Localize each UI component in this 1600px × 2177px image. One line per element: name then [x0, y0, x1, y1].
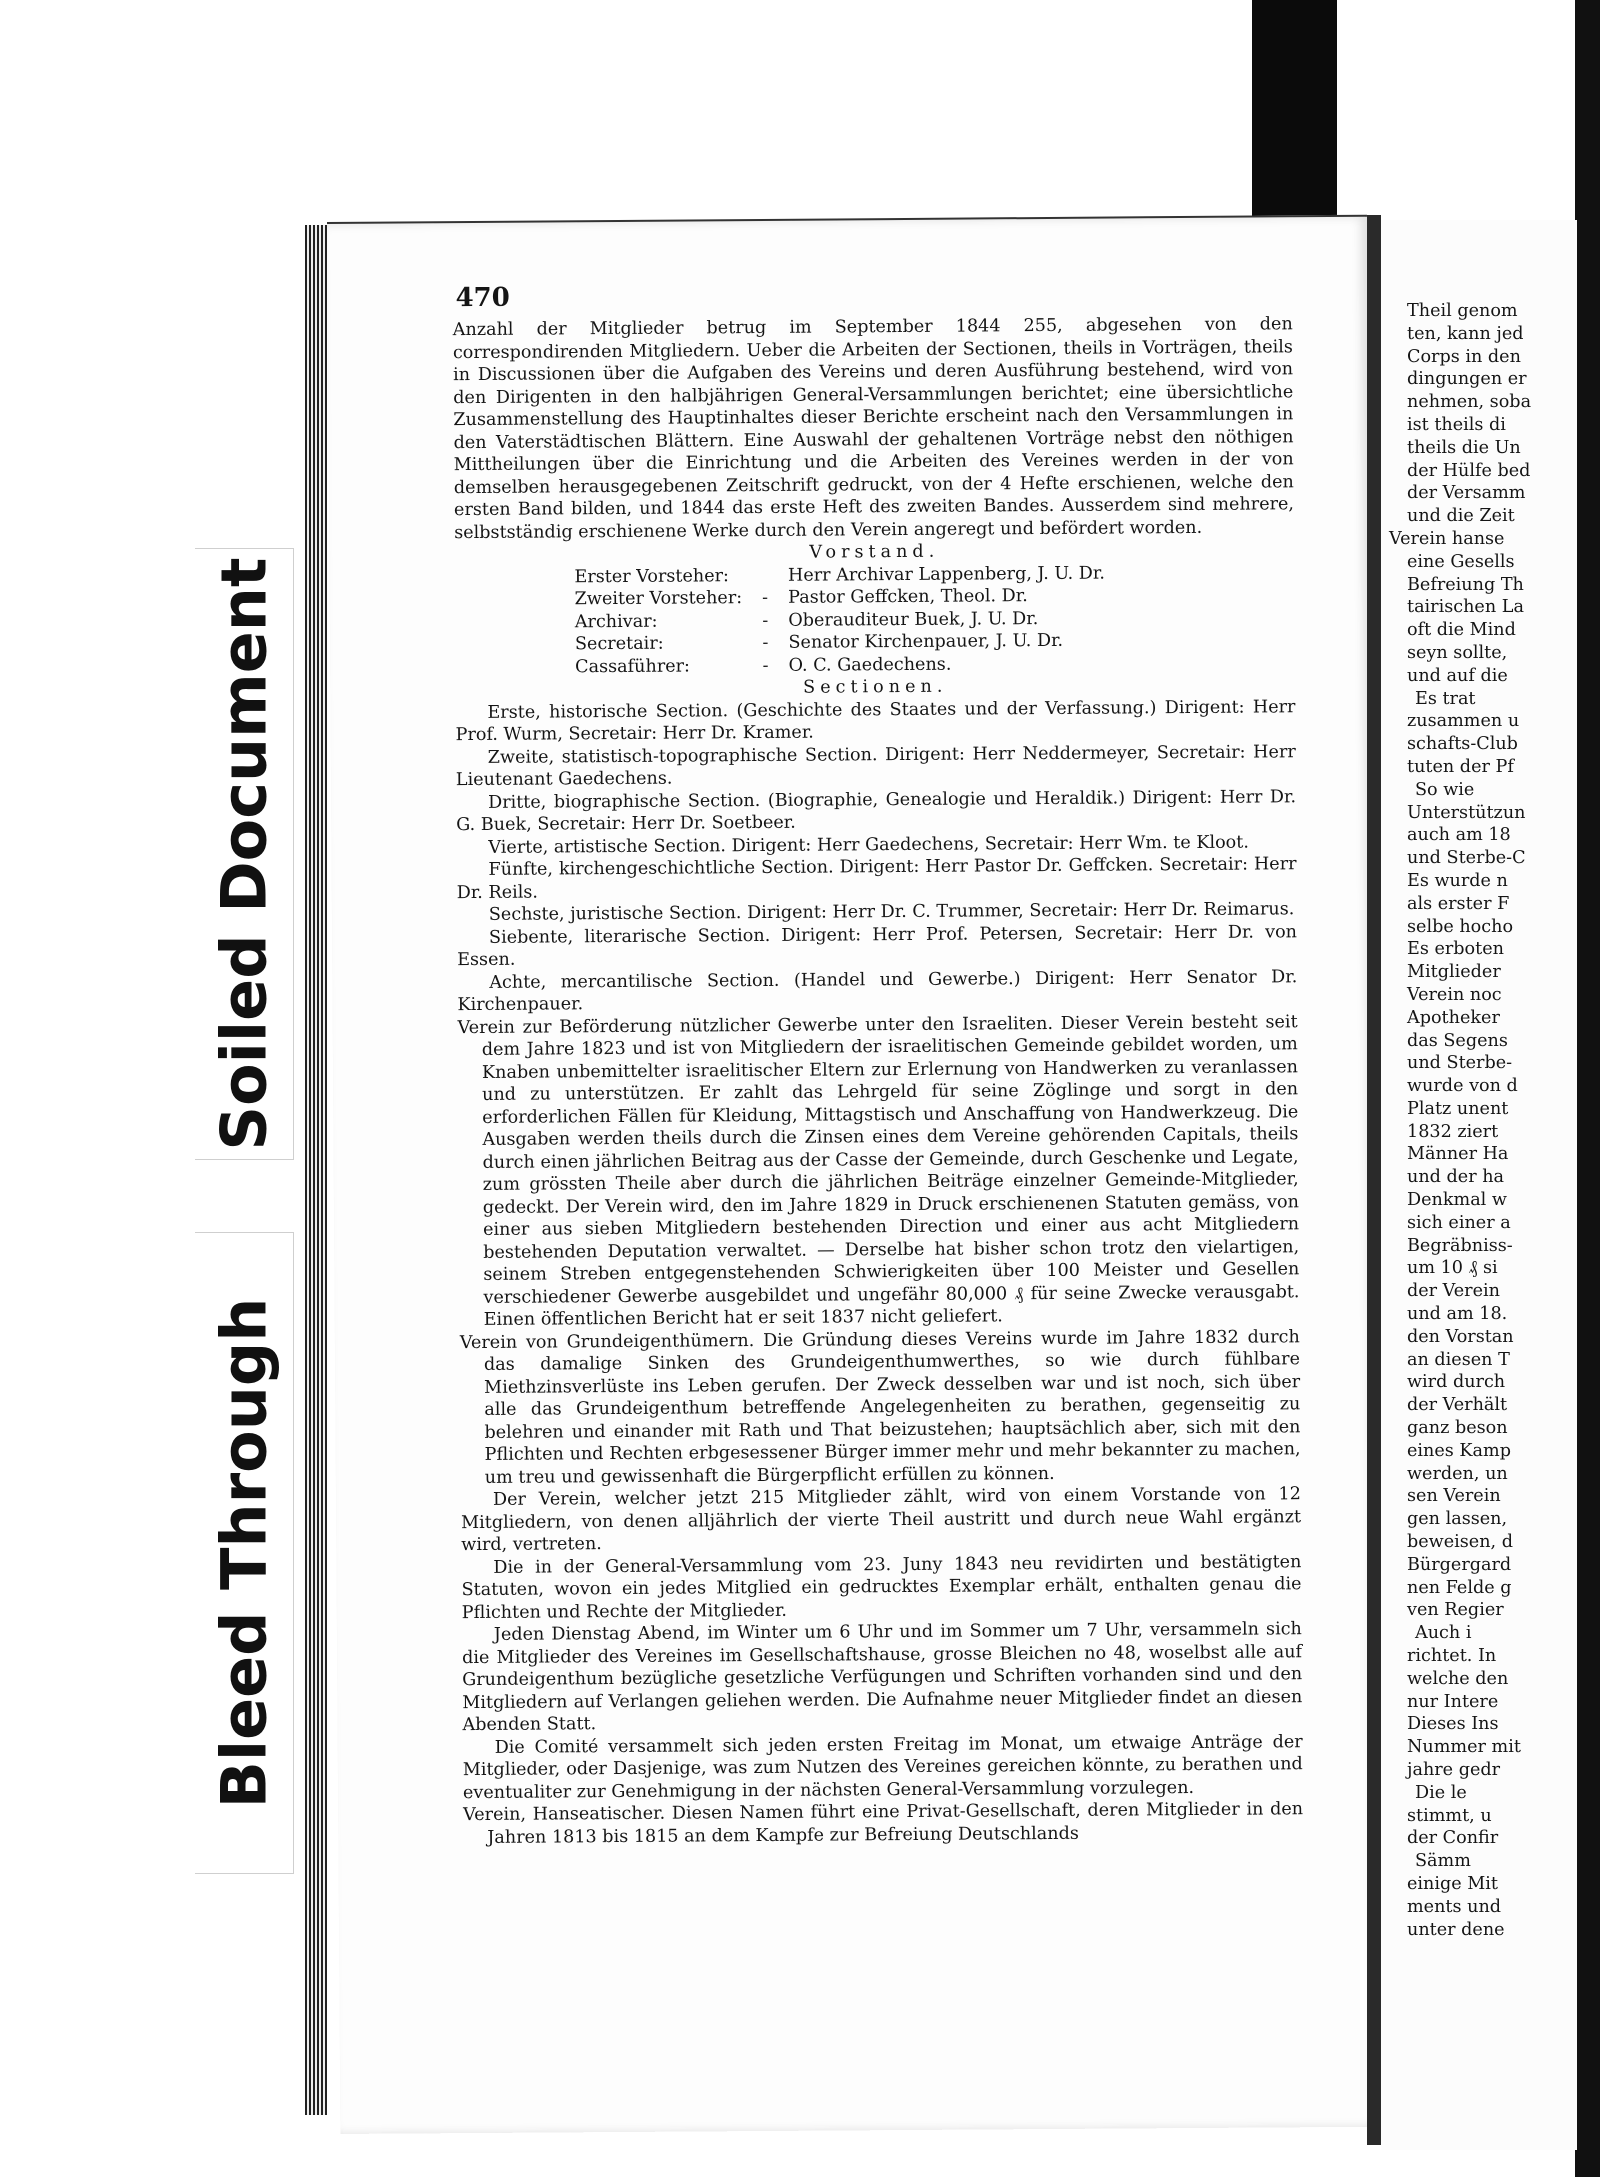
- book-gutter: [1367, 215, 1381, 2145]
- right-page-line: ven Regier: [1407, 1600, 1504, 1621]
- bleed-through-label: [195, 1232, 294, 1874]
- section-entry: Sechste, juristische Section. Dirigent: Herr Dr. C. Trummer, Secretair: Herr Dr. Reimarus.: [488, 899, 1295, 925]
- bleed-through-text: Bleed Through: [207, 1297, 281, 1809]
- right-page-line: eine Gesells: [1407, 551, 1515, 572]
- right-page-line: und Sterbe-C: [1407, 848, 1526, 869]
- right-page-line: zusammen u: [1407, 711, 1520, 732]
- right-page-line: jahre gedr: [1407, 1760, 1501, 1780]
- right-page-line: einige Mit: [1407, 1873, 1498, 1894]
- right-page-column: [1389, 300, 1577, 1941]
- right-page-line: oft die Mind: [1407, 620, 1516, 641]
- right-page-line: welche den: [1407, 1668, 1509, 1689]
- right-page-line: Befreiung Th: [1407, 574, 1524, 595]
- right-page-line: eines Kamp: [1407, 1440, 1511, 1461]
- vorstand-name: Herr Archivar Lappenberg, J. U. Dr.: [787, 563, 1105, 586]
- vorstand-name: Pastor Geffcken, Theol. Dr.: [788, 586, 1028, 608]
- section-entry: Erste, historische Section. (Geschichte des Staates und der Verfassung.) Dirigent: Herr Prof. Wurm, Secretair: Herr Dr. Kramer.: [455, 696, 1296, 746]
- right-page-line: schafts-Club: [1407, 734, 1518, 755]
- right-page-line: und am 18.: [1407, 1304, 1508, 1325]
- right-page-line: Denkmal w: [1407, 1190, 1507, 1211]
- vorstand-dash: [750, 564, 788, 587]
- grund-paragraph-3: Die in der General-Versammlung vom 23. Juny 1843 neu revidirten und bestätigten Statuten, wovon ein jedes Mitglied ein gedrucktes Exemplar erhält, enthalten genau die Pflichten und Rechte der Mitglieder.: [461, 1551, 1302, 1623]
- right-page-line: So wie: [1415, 779, 1475, 800]
- right-page-line: der Verhält: [1407, 1395, 1508, 1416]
- right-page-line: als erster F: [1407, 893, 1510, 914]
- right-page-line: Nummer mit: [1407, 1737, 1521, 1758]
- right-page-line: ganz beson: [1407, 1418, 1508, 1439]
- section-entry: Zweite, statistisch-topographische Section. Dirigent: Herr Neddermeyer, Secretair: Herr Lieutenant Gaedechens.: [455, 741, 1296, 791]
- top-black-bar: [1252, 0, 1337, 240]
- vorstand-row: [574, 562, 1113, 588]
- right-page-line: wurde von d: [1407, 1076, 1518, 1097]
- page-edges: [305, 225, 327, 2115]
- right-page-line: wird durch: [1407, 1372, 1506, 1393]
- vorstand-dash: -: [762, 655, 769, 676]
- section-entry: Fünfte, kirchengeschichtliche Section. Dirigent: Herr Pastor Dr. Geffcken. Secretair: Herr Dr. Reils.: [456, 854, 1297, 903]
- right-page-line: 1832 ziert: [1407, 1121, 1499, 1142]
- right-page-line: den Vorstan: [1407, 1326, 1514, 1347]
- right-page-line: Dieses Ins: [1407, 1714, 1499, 1735]
- right-page-line: sich einer a: [1407, 1212, 1511, 1233]
- right-page-line: Platz unent: [1407, 1098, 1509, 1119]
- right-page-line: um 10 ₰ si: [1407, 1258, 1498, 1279]
- right-page-line: an diesen T: [1407, 1349, 1510, 1370]
- right-page-line: Corps in den: [1407, 346, 1521, 367]
- right-page-line: auch am 18: [1407, 825, 1511, 846]
- right-page-line: der Versamm: [1407, 483, 1526, 504]
- vorstand-dash: -: [762, 610, 769, 631]
- right-page-line: dingungen er: [1407, 369, 1527, 390]
- right-page-line: der Hülfe bed: [1407, 460, 1531, 481]
- vorstand-name: O. C. Gaedechens.: [788, 654, 952, 676]
- right-page-line: Es wurde n: [1407, 870, 1508, 891]
- right-page-line: Apotheker: [1407, 1007, 1500, 1028]
- vorstand-heading: Vorstand.: [809, 541, 940, 563]
- right-page-line: Theil genom: [1407, 301, 1518, 321]
- right-page-line: unter dene: [1407, 1919, 1505, 1940]
- right-page-line: theils die Un: [1407, 437, 1521, 458]
- right-page-line: selbe hocho: [1407, 916, 1514, 937]
- vorstand-dash: -: [762, 632, 769, 653]
- section-entry: Siebente, literarische Section. Dirigent: Herr Prof. Petersen, Secretair: Herr Dr. von Essen.: [457, 921, 1298, 971]
- vorstand-role: Secretair:: [574, 633, 664, 655]
- vorstand-name: Senator Kirchenpauer, J. U. Dr.: [788, 630, 1064, 653]
- grund-paragraph-5: Die Comité versammelt sich jeden ersten Freitag im Monat, um etwaige Anträge der Mitglieder, oder Dasjenige, was zum Nutzen des Vereines gereichen könnte, zu berathen und eventualiter zur Genehmigung in der nächsten General-Versammlung vorzulegen.: [462, 1731, 1303, 1803]
- right-page-line: und die Zeit: [1407, 506, 1515, 527]
- right-page-line: Verein hanse: [1389, 528, 1505, 549]
- grund-paragraph-2: Der Verein, welcher jetzt 215 Mitglieder zählt, wird von einem Vorstande von 12 Mitgliedern, von denen alljährlich der vierte Theil austritt und durch neue Wahl ergänzt wird, vertreten.: [461, 1484, 1302, 1556]
- right-page-line: sen Verein: [1407, 1486, 1501, 1507]
- soiled-document-text: Soiled Document: [207, 557, 281, 1151]
- right-page-line: Es trat: [1415, 688, 1476, 709]
- section-entry: Achte, mercantilische Section. (Handel und Gewerbe.) Dirigent: Herr Senator Dr. Kirchenpauer.: [457, 966, 1298, 1016]
- section-entry: Vierte, artistische Section. Dirigent: Herr Gaedechens, Secretair: Herr Wm. te Kloot.: [488, 832, 1249, 858]
- right-page-line: richtet. In: [1407, 1646, 1497, 1667]
- right-page-line: der Verein: [1407, 1281, 1500, 1302]
- right-page-line: ments und: [1407, 1896, 1502, 1917]
- right-page-line: werden, un: [1407, 1463, 1508, 1484]
- hanseatischer-entry: Verein, Hanseatischer. Diesen Namen führt eine Privat-Gesellschaft, deren Mitglieder in den Jahren 1813 bis 1815 an dem Kampfe zur Befreiung Deutschlands: [463, 1799, 1304, 1848]
- right-page-line: nen Felde g: [1407, 1577, 1512, 1598]
- right-page-line: tuten der Pf: [1407, 756, 1514, 777]
- section-entry: Dritte, biographische Section. (Biographie, Genealogie und Heraldik.) Dirigent: Herr Dr. G. Buek, Secretair: Herr Dr. Soetbeer.: [456, 786, 1297, 836]
- grund-paragraph-4: Jeden Dienstag Abend, im Winter um 6 Uhr und im Sommer um 7 Uhr, versammeln sich die Mitglieder des Vereines im Gesellschaftshause, grosse Bleichen no 48, woselbst alle auf Grundeigenthum bezügliche gesetzliche Verfügungen und Schriften vorhanden sind und den Mitgliedern auf Verlangen geliehen werden. Die Aufnahme neuer Mitglieder findet an diesen Abenden Statt.: [461, 1619, 1303, 1736]
- right-page-line: Die le: [1415, 1782, 1467, 1803]
- right-page-line: tairischen La: [1407, 597, 1524, 618]
- vorstand-row: [575, 630, 1114, 656]
- vorstand-role: Archivar:: [574, 611, 658, 632]
- right-page-line: nehmen, soba: [1407, 392, 1532, 413]
- right-page-line: gen lassen,: [1407, 1509, 1508, 1530]
- vorstand-dash: -: [762, 587, 769, 608]
- soiled-document-label: [195, 548, 294, 1160]
- right-page-line: und auf die: [1407, 665, 1508, 686]
- right-page-line: Sämm: [1415, 1851, 1471, 1872]
- page-number: 470: [455, 282, 510, 314]
- left-page: [327, 215, 1380, 2134]
- right-page-line: Es erboten: [1407, 939, 1504, 960]
- right-page-line: und der ha: [1407, 1167, 1505, 1188]
- sectionen-heading: Sectionen.: [803, 676, 948, 698]
- israeliten-entry: Verein zur Beförderung nützlicher Gewerbe unter den Israeliten. Dieser Verein besteht seit dem Jahre 1823 und ist von Mitgliedern der israelitischen Gemeinde gebildet worden, um Knaben unbemittelter israelitischer Eltern zur Erlernung von Handwerken zu veranlassen und zu unterstützen. Er zahlt das Lehrgeld für seine Zöglinge und sorgt in den erforderlichen Fällen für Kleidung, Mittagstisch und Anschaffung von Handwerkzeug. Die Ausgaben werden theils durch die Zinsen eines dem Vereine gehörenden Capitals, theils durch einen jährlichen Beitrag aus der Casse der Gemeinde, durch Geschenke und Legate, zum grössten Theile aber durch die jährlichen Beiträge einzelner Gemeinde-Mitglieder, gedeckt. Der Verein wird, den im Jahre 1829 in Druck erschienenen Statuten gemäss, von einer aus sieben Mitgliedern bestehenden Direction und einer aus acht Mitgliedern bestehenden Deputation verwaltet. — Derselbe hat bisher schon trotz den vielartigen, seinem Streben entgegenstehenden Schwierigkeiten über 100 Meister und Gesellen verschiedener Gewerbe ausgebildet und ungefähr 80,000 ₰ für seine Zwecke verausgabt. Einen öffentlichen Bericht hat er seit 1837 nicht geliefert.: [457, 1011, 1300, 1330]
- right-page-line: Unterstützun: [1407, 802, 1526, 823]
- right-page-line: ten, kann jed: [1407, 323, 1524, 344]
- right-page-line: seyn sollte,: [1407, 642, 1508, 663]
- right-page-line: Auch i: [1415, 1623, 1472, 1644]
- right-page-fragment: [1381, 220, 1577, 2150]
- right-page-line: Verein noc: [1407, 984, 1502, 1005]
- right-page-line: Begräbniss-: [1407, 1235, 1513, 1256]
- vorstand-role: Cassaführer:: [575, 655, 691, 677]
- right-page-line: nur Intere: [1407, 1691, 1499, 1712]
- right-page-line: Mitglieder: [1407, 962, 1501, 983]
- page-body: [453, 313, 1304, 1849]
- grundeigenthuemer-entry: Verein von Grundeigenthümern. Die Gründung dieses Vereins wurde im Jahre 1832 durch das damalige Sinken des Grundeigenthumwerthes, so wie durch fühlbare Miethzinsverlüste ins Leben gerufen. Der Zweck desselben war und ist noch, sich über alle das Grundeigenthum betreffende Angelegenheiten zu berathen, gegenseitig zu belehren und einander mit Rath und That beizustehen; hauptsächlich aber, sich mit den Pflichten und Rechten erbgesessener Bürger immer mehr und mehr bekannter zu machen, um treu und gewissenhaft die Bürgerpflicht erfüllen zu können.: [459, 1326, 1301, 1488]
- right-page-line: das Segens: [1407, 1030, 1508, 1051]
- right-page-line: und Sterbe-: [1407, 1053, 1513, 1074]
- right-page-line: der Confir: [1407, 1828, 1499, 1849]
- vorstand-list: [574, 562, 1113, 678]
- right-page-line: beweisen, d: [1407, 1532, 1513, 1553]
- vorstand-role: Zweiter Vorsteher:: [574, 588, 743, 610]
- vorstand-role: Erster Vorsteher:: [574, 565, 730, 587]
- right-scan-edge: [1575, 0, 1600, 2177]
- right-page-line: stimmt, u: [1407, 1805, 1492, 1826]
- right-page-line: Männer Ha: [1407, 1144, 1509, 1165]
- vorstand-name: Oberauditeur Buek, J. U. Dr.: [788, 608, 1039, 631]
- intro-paragraph: Anzahl der Mitglieder betrug im September 1844 255, abgesehen von den correspondirenden Mitgliedern. Ueber die Arbeiten der Sectionen, theils in Vorträgen, theils in Discussionen über die Aufgaben des Vereins und deren Ausführung bestehend, wird von den Dirigenten in den halbjährigen General-Versammlungen berichtet; eine übersichtliche Zusammenstellung des Hauptinhaltes dieser Berichte erscheint nach den Versammlungen in den Vaterstädtischen Blättern. Eine Auswahl der gehaltenen Vorträge nebst den nöthigen Mittheilungen über die Einrichtung und die Arbeiten des Vereines werden in der von demselben herausgegebenen Zeitschrift gedruckt, von der 4 Hefte erschienen, welche den ersten Band bilden, und 1844 das erste Heft des zweiten Bandes. Ausserdem sind mehrere, selbstständig erschienene Werke durch den Verein angeregt und befördert worden.: [452, 314, 1295, 543]
- right-page-line: Bürgergard: [1407, 1554, 1512, 1575]
- right-page-line: ist theils di: [1407, 414, 1506, 435]
